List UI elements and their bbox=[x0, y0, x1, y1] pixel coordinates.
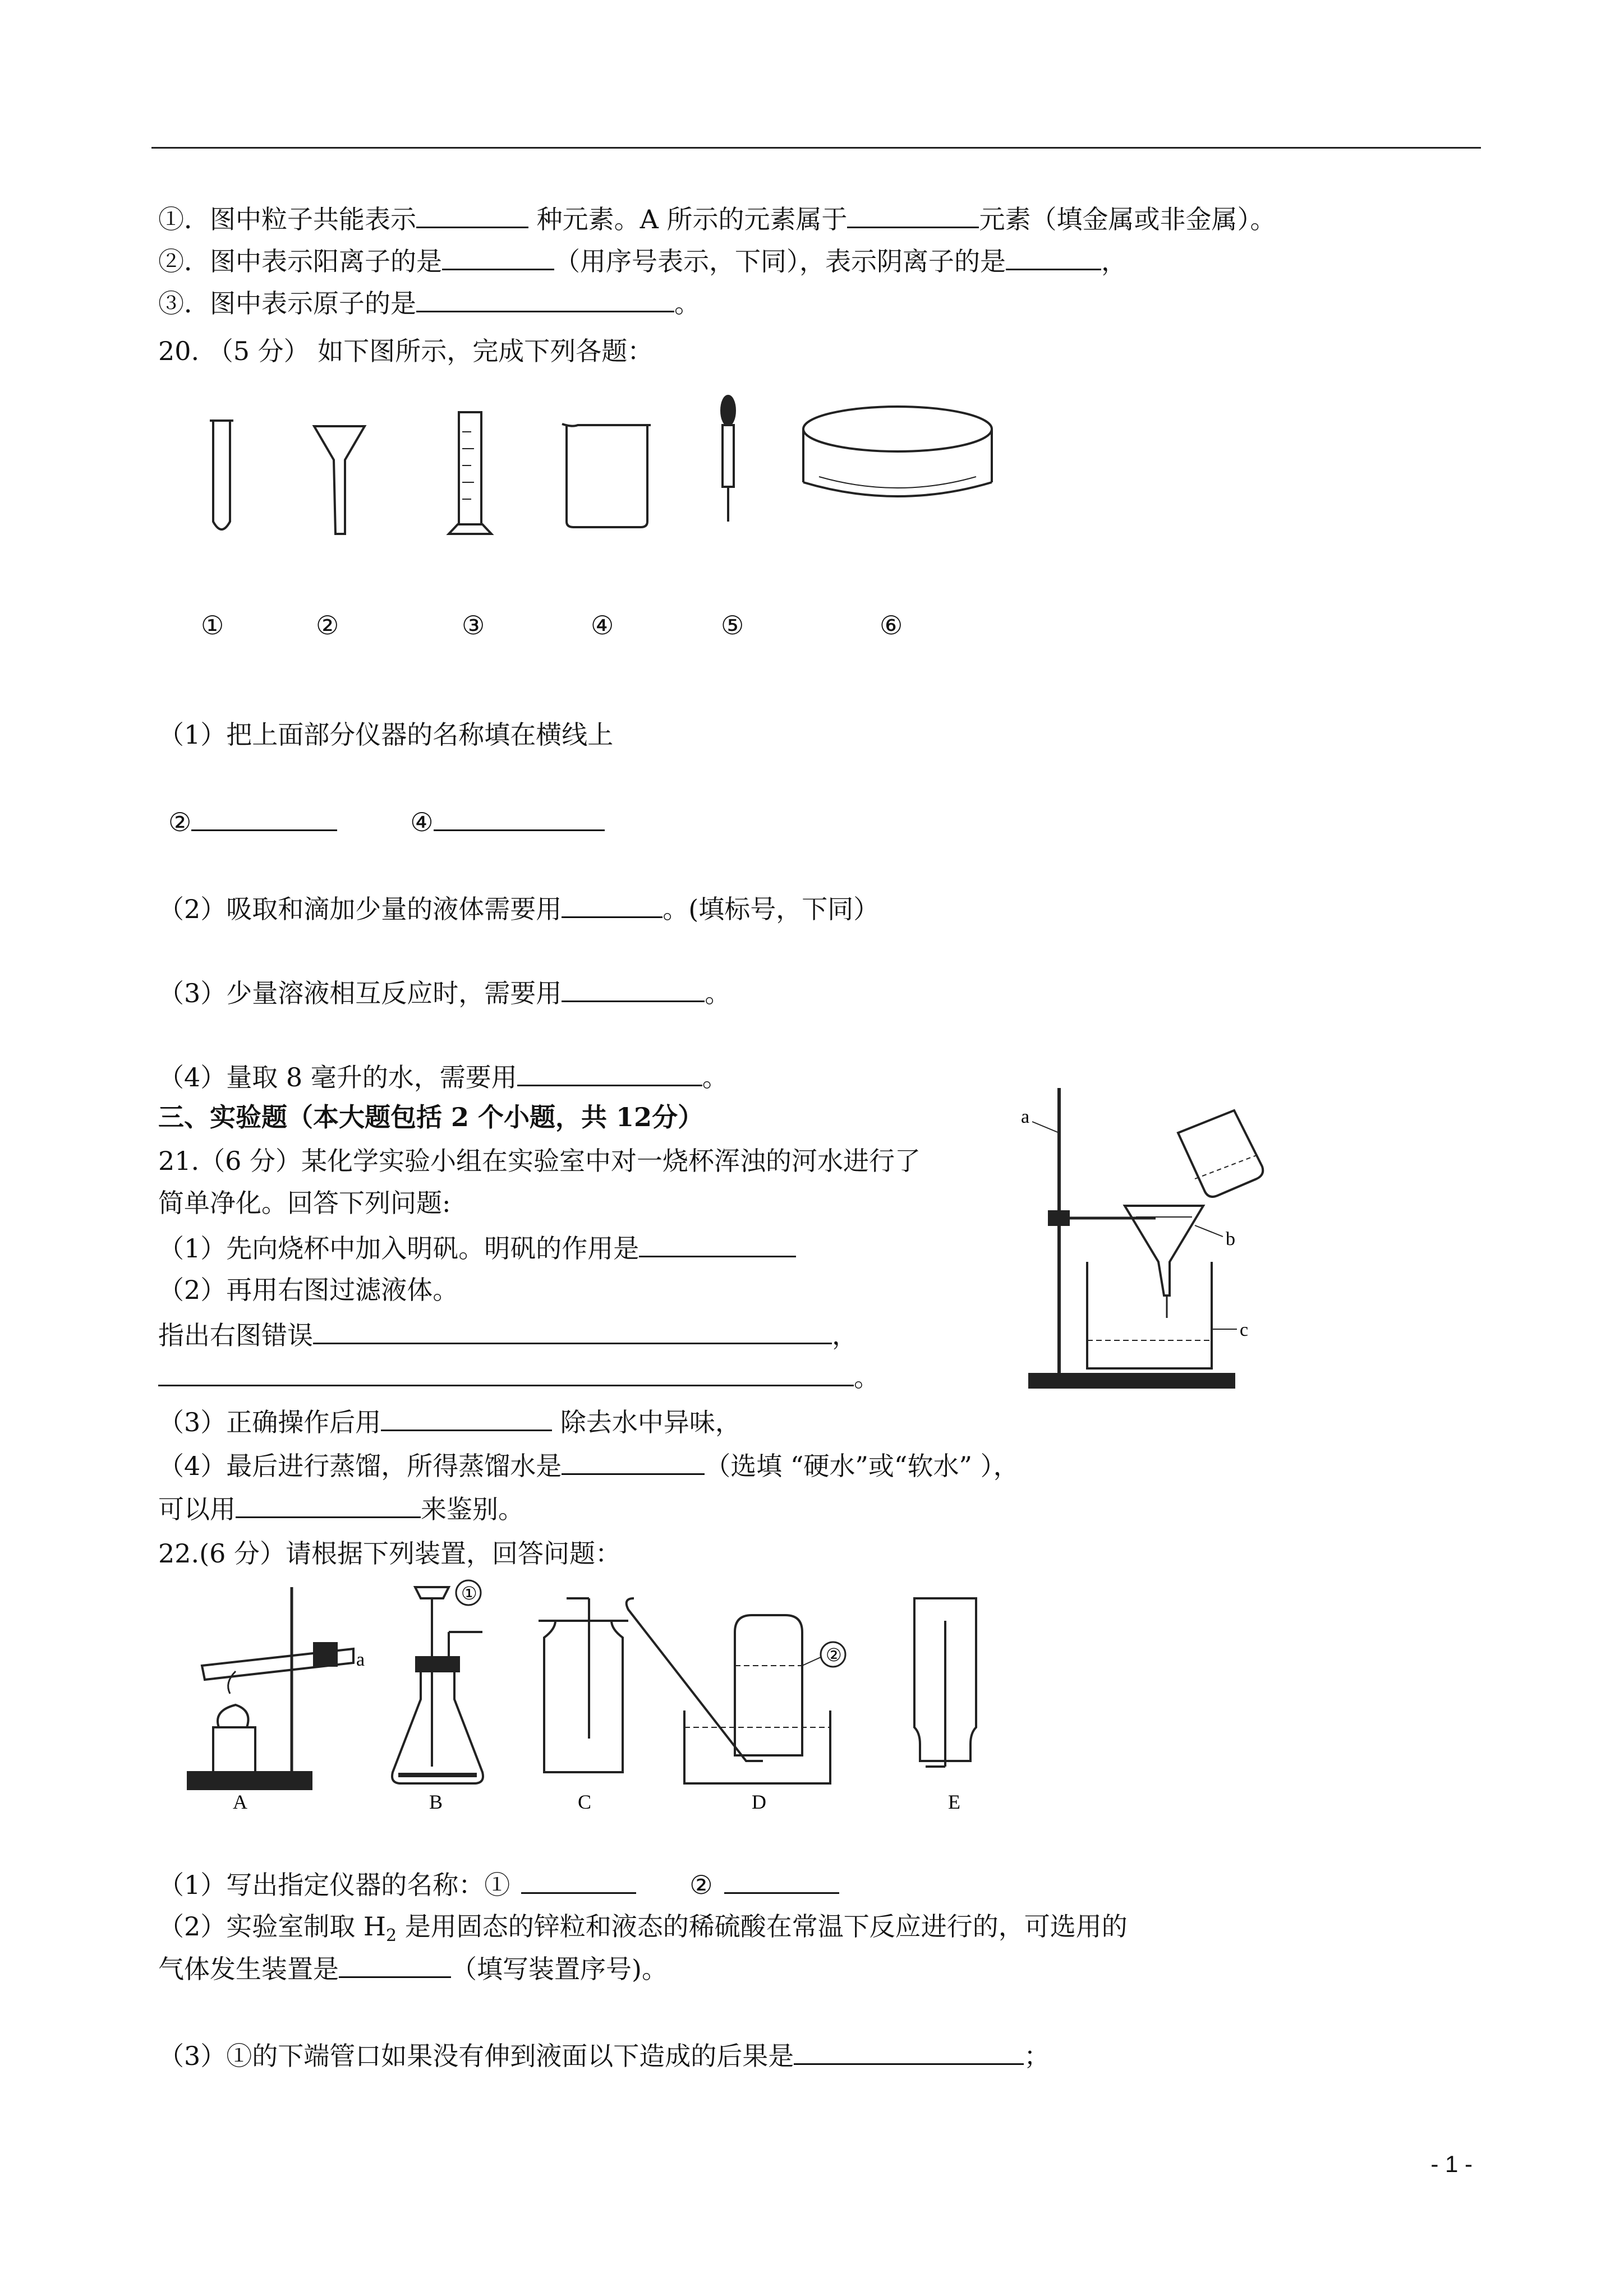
instrument-label-4: ④ bbox=[591, 610, 614, 640]
header-rule bbox=[151, 147, 1481, 149]
answer-blank[interactable] bbox=[191, 805, 337, 831]
answer-blank[interactable] bbox=[847, 202, 979, 228]
q21-line-1: 21.（6 分）某化学实验小组在实验室中对一烧杯浑浊的河水进行了 bbox=[158, 1146, 921, 1176]
q19-line-3 bbox=[158, 286, 700, 320]
instrument-label-5: ⑤ bbox=[721, 610, 744, 640]
q20-s3-text-b: 。 bbox=[705, 978, 731, 1008]
answer-blank[interactable] bbox=[158, 1360, 854, 1386]
beaker-icon bbox=[562, 424, 651, 527]
answer-blank[interactable] bbox=[562, 892, 663, 918]
q21-l8-text-b: （选填 “硬水”或“软水” ）， bbox=[705, 1451, 1019, 1481]
q22-s1-text-a: （1）写出指定仪器的名称：① bbox=[158, 1870, 510, 1900]
q22-s2-text-b: 是用固态的锌粒和液态的稀硫酸在常温下反应进行的，可选用的 bbox=[397, 1911, 1128, 1942]
q22-s2-text-d: （填写装置序号)。 bbox=[451, 1954, 668, 1984]
answer-blank[interactable] bbox=[442, 244, 554, 270]
leader-line-b bbox=[1195, 1225, 1223, 1237]
q19-l1-text-c: 元素（填金属或非金属）。 bbox=[979, 204, 1276, 234]
marker-2-label: ② bbox=[826, 1645, 842, 1665]
answer-blank[interactable] bbox=[434, 805, 605, 831]
test-tube-icon bbox=[210, 421, 233, 529]
answer-blank[interactable] bbox=[639, 1231, 796, 1257]
q21-line-7 bbox=[158, 1405, 741, 1439]
apparatus-b-icon bbox=[392, 1587, 483, 1783]
q19-l2-text-c: ， bbox=[1101, 246, 1127, 276]
pouring-beaker-icon bbox=[1178, 1110, 1263, 1197]
q21-l6-period: 。 bbox=[854, 1362, 880, 1393]
apparatus-label-a: A bbox=[233, 1791, 247, 1811]
q21-line-6 bbox=[158, 1360, 880, 1394]
q22-sub-2b bbox=[158, 1952, 668, 1986]
q21-l5-text: 指出右图错误 bbox=[158, 1320, 313, 1350]
q20-instruments-figure bbox=[185, 387, 1015, 550]
answer-blank[interactable] bbox=[313, 1318, 832, 1344]
answer-blank[interactable] bbox=[794, 2039, 1024, 2065]
q21-l7-text-b: 除去水中异味， bbox=[552, 1407, 741, 1437]
answer-blank[interactable] bbox=[517, 1060, 702, 1086]
q22-sub-3 bbox=[158, 2039, 1050, 2073]
q19-line-2 bbox=[158, 244, 1127, 278]
q21-l9-text-b: 来鉴别。 bbox=[421, 1494, 524, 1524]
instrument-label-3: ③ bbox=[462, 610, 485, 640]
q21-line-2: 简单净化。回答下列问题: bbox=[158, 1188, 451, 1218]
q19-l1-text-b: 种元素。A 所示的元素属于 bbox=[528, 204, 848, 234]
answer-blank[interactable] bbox=[416, 202, 528, 228]
q22-sub-1 bbox=[158, 1868, 839, 1902]
instrument-label-2: ② bbox=[316, 610, 339, 640]
answer-blank[interactable] bbox=[381, 1405, 552, 1431]
figure-label-b: b bbox=[1226, 1229, 1235, 1250]
page-number: - 1 - bbox=[1430, 2151, 1473, 2177]
q20-s2-text-a: （2）吸取和滴加少量的液体需要用 bbox=[158, 894, 562, 924]
clamp-icon bbox=[1049, 1211, 1069, 1225]
instrument-label-1: ① bbox=[201, 610, 224, 640]
iron-stand-base bbox=[1029, 1374, 1234, 1387]
q20-sub-3 bbox=[158, 976, 730, 1010]
q20-s4-text-a: （4）量取 8 毫升的水，需要用 bbox=[158, 1062, 517, 1092]
trough-icon bbox=[803, 407, 992, 496]
apparatus-c-icon bbox=[539, 1598, 628, 1772]
dropper-icon bbox=[721, 396, 735, 522]
q22-s2-text-c: 气体发生装置是 bbox=[158, 1954, 339, 1984]
leader-line-a bbox=[1032, 1122, 1059, 1133]
q22-s1-text-b: ② bbox=[689, 1870, 713, 1900]
q21-line-9 bbox=[158, 1492, 524, 1526]
figure-label-a: a bbox=[1021, 1106, 1030, 1127]
answer-blank[interactable] bbox=[724, 1868, 839, 1894]
apparatus-label-c: C bbox=[578, 1791, 592, 1811]
q19-line-1 bbox=[158, 202, 1276, 236]
apparatus-e-icon bbox=[914, 1598, 976, 1767]
apparatus-a-icon bbox=[188, 1587, 353, 1789]
q22-s3-text-a: （3）①的下端管口如果没有伸到液面以下造成的后果是 bbox=[158, 2041, 794, 2071]
q20-sub-4 bbox=[158, 1060, 728, 1094]
marker-a-label: a bbox=[356, 1649, 365, 1670]
q21-l9-text-a: 可以用 bbox=[158, 1494, 236, 1524]
q20-s1-label-b: ④ bbox=[410, 807, 434, 837]
apparatus-label-d: D bbox=[752, 1791, 766, 1811]
q22-title: 22.(6 分）请根据下列装置，回答问题： bbox=[158, 1538, 621, 1569]
q20-sub-1-answers bbox=[168, 805, 605, 839]
apparatus-d-icon bbox=[627, 1598, 830, 1783]
answer-blank[interactable] bbox=[521, 1868, 636, 1894]
q20-s4-text-b: 。 bbox=[702, 1062, 728, 1092]
q20-s1-label-a: ② bbox=[168, 807, 192, 837]
q21-line-4: （2）再用右图过滤液体。 bbox=[158, 1275, 459, 1305]
q20-sub-1: （1）把上面部分仪器的名称填在横线上 bbox=[158, 720, 614, 750]
gas-apparatus-figure bbox=[185, 1576, 1060, 1811]
q21-l5-comma: ， bbox=[832, 1320, 858, 1350]
graduated-cylinder-icon bbox=[449, 412, 491, 534]
q21-line-3 bbox=[158, 1231, 796, 1265]
q22-sub-2 bbox=[158, 1910, 1128, 1953]
q19-l2-text-a: ②．图中表示阳离子的是 bbox=[158, 246, 442, 276]
q21-line-5 bbox=[158, 1318, 858, 1352]
receiving-beaker-icon bbox=[1087, 1262, 1212, 1368]
q21-l3-text: （1）先向烧杯中加入明矾。明矾的作用是 bbox=[158, 1233, 640, 1264]
answer-blank[interactable] bbox=[1006, 244, 1101, 270]
q20-title: 20. （5 分） 如下图所示，完成下列各题： bbox=[158, 336, 654, 366]
funnel-icon bbox=[314, 426, 365, 534]
apparatus-label-b: B bbox=[429, 1791, 443, 1811]
q19-l3-text-b: 。 bbox=[674, 288, 700, 319]
q21-line-8 bbox=[158, 1449, 1019, 1483]
answer-blank[interactable] bbox=[339, 1952, 451, 1978]
answer-blank[interactable] bbox=[416, 286, 674, 312]
apparatus-label-e: E bbox=[948, 1791, 960, 1811]
filtration-apparatus-figure bbox=[1010, 1077, 1273, 1402]
q21-l8-text-a: （4）最后进行蒸馏，所得蒸馏水是 bbox=[158, 1451, 562, 1481]
answer-blank[interactable] bbox=[562, 976, 705, 1002]
figure-label-c: c bbox=[1240, 1320, 1249, 1340]
q22-s2-text-a: （2）实验室制取 H bbox=[158, 1911, 387, 1942]
instrument-label-6: ⑥ bbox=[880, 610, 903, 640]
q21-l7-text-a: （3）正确操作后用 bbox=[158, 1407, 381, 1437]
q19-l2-text-b: （用序号表示，下同），表示阴离子的是 bbox=[554, 246, 1006, 276]
q22-s3-text-b: ； bbox=[1024, 2041, 1050, 2071]
q19-l3-text-a: ③．图中表示原子的是 bbox=[158, 288, 416, 319]
q22-s2-subscript: 2 bbox=[386, 1926, 397, 1946]
marker-1-label: ① bbox=[461, 1583, 477, 1603]
q20-s2-text-b: 。(填标号，下同） bbox=[663, 894, 880, 924]
answer-blank[interactable] bbox=[562, 1449, 705, 1475]
q20-s3-text-a: （3）少量溶液相互反应时，需要用 bbox=[158, 978, 562, 1008]
section-3-title: 三、实验题（本大题包括 2 个小题，共 12分） bbox=[158, 1102, 704, 1132]
q20-sub-2 bbox=[158, 892, 879, 926]
q19-l1-text-a: ①．图中粒子共能表示 bbox=[158, 204, 416, 234]
answer-blank[interactable] bbox=[236, 1492, 421, 1518]
